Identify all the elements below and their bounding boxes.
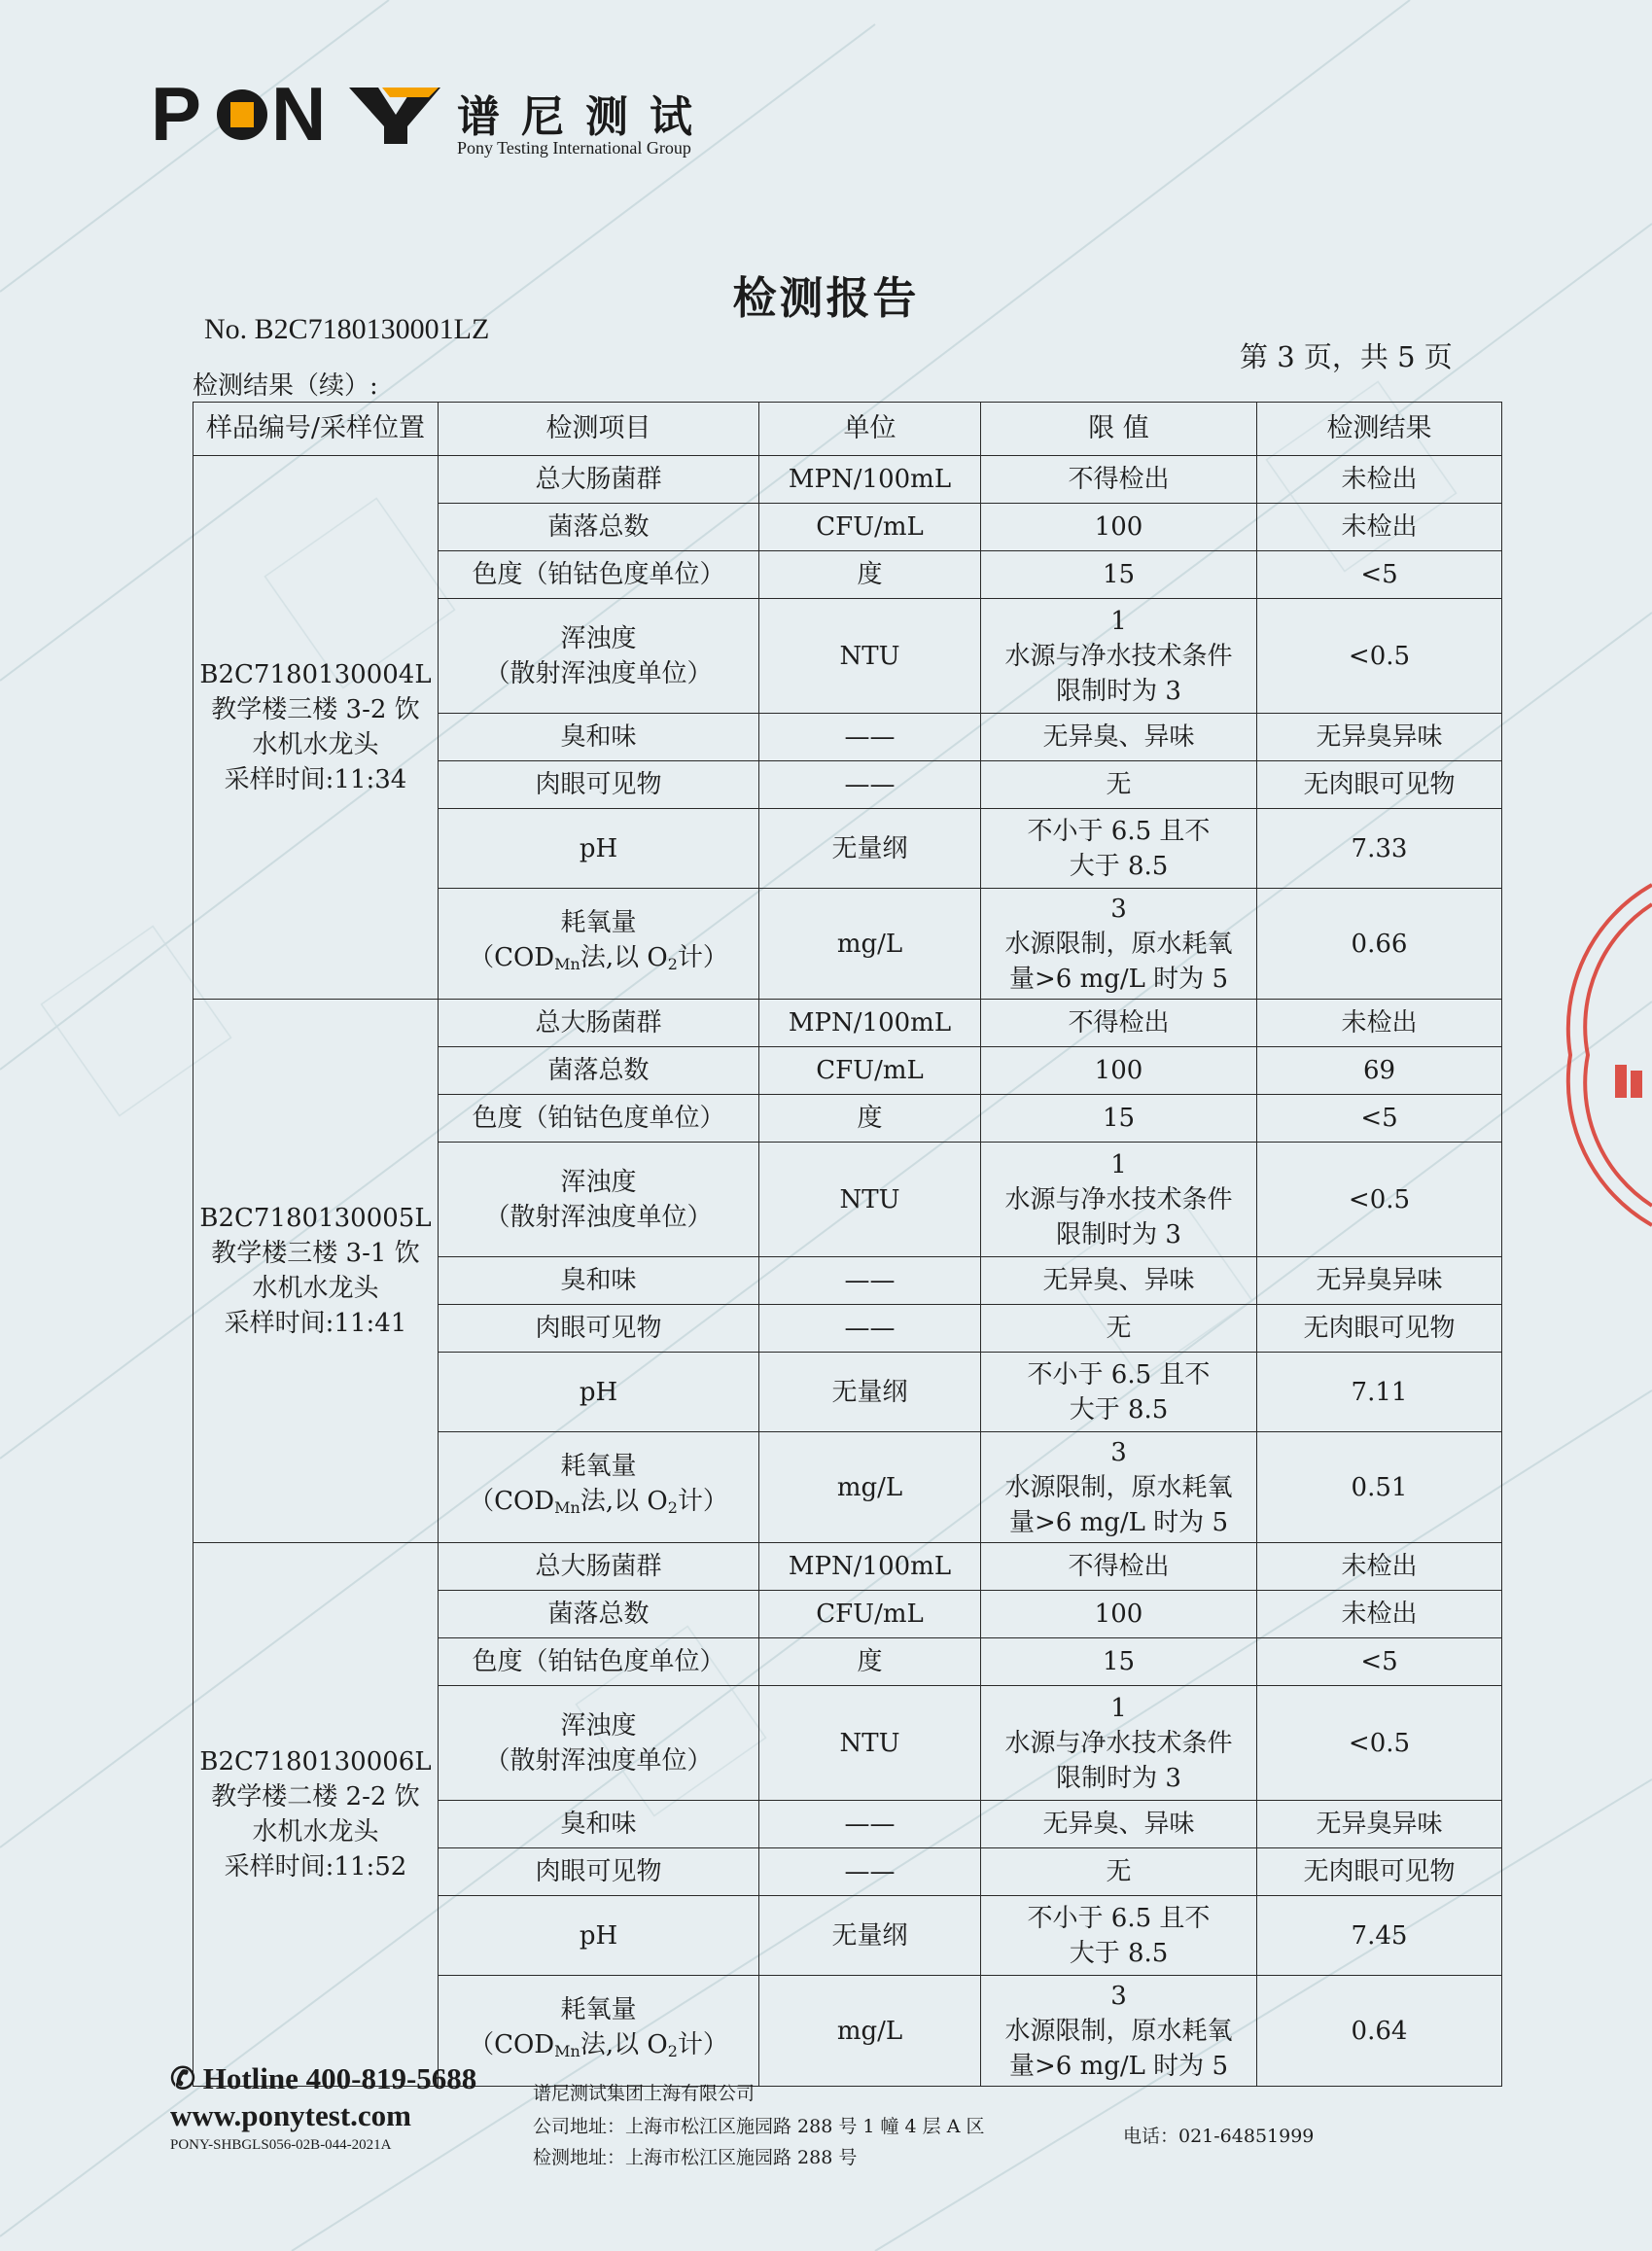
cell-item: 色度（铂钴色度单位） [439,551,759,599]
limit-line: 量>6 mg/L 时为 5 [1009,964,1228,994]
website: www.ponytest.com [170,2098,411,2132]
cell-result: <5 [1257,551,1502,599]
cell-limit [981,1976,1257,2087]
item-text: 计） [677,943,728,972]
cell-unit: 无量纲 [759,1896,981,1976]
header-result: 检测结果 [1257,403,1502,456]
cell-limit [981,599,1257,714]
cell-item: 肉眼可见物 [439,761,759,809]
item-text: （COD [469,943,555,972]
form-code: PONY-SHBGLS056-02B-044-2021A [170,2137,392,2153]
sample-info [193,1543,439,2087]
cell-result: <0.5 [1257,599,1502,714]
results-table [193,402,1502,2087]
cell-result: 7.11 [1257,1353,1502,1432]
cell-result: 无肉眼可见物 [1257,1305,1502,1353]
sample-info [193,1000,439,1543]
cell-item [439,1143,759,1257]
cell-limit [981,889,1257,1000]
cell-item: pH [439,1896,759,1976]
subscript: 2 [667,2042,678,2060]
item-text: 法,以 O [580,943,668,972]
item-line: 耗氧量 [560,908,637,937]
table-row [193,1000,1502,1047]
cell-limit: 无 [981,1848,1257,1896]
item-text: 计） [677,1487,728,1516]
cell-item: 总大肠菌群 [439,456,759,504]
item-text: 法,以 O [580,1487,668,1516]
cell-limit: 无 [981,1305,1257,1353]
document-title: 检测报告 [732,272,920,324]
item-line: （散射浑浊度单位） [484,1745,713,1776]
cell-result: 7.33 [1257,809,1502,889]
sample-info [193,456,439,1000]
cell-limit [981,1432,1257,1543]
item-line: （散射浑浊度单位） [484,1202,713,1232]
cell-result: 未检出 [1257,1000,1502,1047]
limit-line: 限制时为 3 [1056,1219,1181,1249]
limit-line: 水源与净水技术条件 [1004,1728,1233,1758]
sample-time: 采样时间:11:52 [224,1852,407,1882]
item-line: 浑浊度 [560,1710,637,1741]
limit-line: 限制时为 3 [1056,676,1181,706]
sample-id: B2C7180130006L [199,1747,432,1776]
cell-limit: 100 [981,1047,1257,1095]
cell-unit: CFU/mL [759,504,981,551]
cell-unit: mg/L [759,1976,981,2087]
limit-line: 大于 8.5 [1069,1938,1169,1968]
cell-unit: —— [759,1848,981,1896]
page-indicator: 第 3 页，共 5 页 [1240,340,1453,373]
cell-result: <0.5 [1257,1686,1502,1801]
cell-item: pH [439,809,759,889]
cell-result: <5 [1257,1638,1502,1686]
cell-limit [981,809,1257,889]
cell-unit: 度 [759,1638,981,1686]
limit-line: 限制时为 3 [1056,1763,1181,1793]
cell-unit: NTU [759,1686,981,1801]
header-limit: 限 值 [981,403,1257,456]
cell-result: 无肉眼可见物 [1257,761,1502,809]
subscript: Mn [554,1498,580,1517]
limit-line: 3 [1110,1437,1127,1467]
cell-item: 菌落总数 [439,1047,759,1095]
subscript: 2 [667,1498,678,1517]
sample-location-2: 水机水龙头 [252,1274,379,1303]
header-item: 检测项目 [439,403,759,456]
report-number: No. B2C7180130001LZ [204,313,490,345]
cell-unit: CFU/mL [759,1591,981,1638]
header-unit: 单位 [759,403,981,456]
cell-unit: 无量纲 [759,1353,981,1432]
table-row [193,456,1502,504]
cell-result: 未检出 [1257,1543,1502,1591]
item-line: （散射浑浊度单位） [484,658,713,688]
cell-result: 未检出 [1257,504,1502,551]
limit-line: 不小于 6.5 且不 [1027,1359,1211,1389]
subscript: Mn [554,955,580,973]
cell-limit [981,1353,1257,1432]
cell-item: 臭和味 [439,1257,759,1305]
company-name: 谱尼测试集团上海有限公司 [533,2083,756,2104]
item-text: 法,以 O [580,2030,668,2059]
cell-item: 色度（铂钴色度单位） [439,1095,759,1143]
limit-line: 1 [1110,1693,1127,1723]
limit-line: 3 [1110,894,1127,924]
cell-unit: 度 [759,551,981,599]
cell-item: 肉眼可见物 [439,1848,759,1896]
item-line: 耗氧量 [560,1452,637,1481]
company-address: 公司地址：上海市松江区施园路 288 号 1 幢 4 层 A 区 [533,2116,985,2137]
item-text: （COD [469,2030,555,2059]
cell-limit: 不得检出 [981,1000,1257,1047]
limit-line: 水源限制，原水耗氧 [1004,2016,1233,2046]
cell-limit: 15 [981,1638,1257,1686]
cell-result: 未检出 [1257,456,1502,504]
brand-chinese-name: 谱尼测试 [457,92,714,142]
pony-logo [151,76,442,154]
cell-item: 总大肠菌群 [439,1543,759,1591]
cell-unit: —— [759,1305,981,1353]
cell-item: 肉眼可见物 [439,1305,759,1353]
limit-line: 水源限制，原水耗氧 [1004,929,1233,959]
cell-result: 未检出 [1257,1591,1502,1638]
cell-unit: MPN/100mL [759,1000,981,1047]
cell-limit: 无异臭、异味 [981,1801,1257,1848]
cell-unit: —— [759,1257,981,1305]
table-header-row [193,403,1502,456]
cell-result: 无异臭异味 [1257,1801,1502,1848]
item-text: 计） [677,2030,728,2059]
section-label: 检测结果（续）: [193,371,378,401]
limit-line: 1 [1110,1149,1127,1179]
cell-limit: 无 [981,761,1257,809]
header-sample: 样品编号/采样位置 [193,403,439,456]
hotline-text: Hotline 400-819-5688 [202,2061,477,2095]
limit-line: 水源与净水技术条件 [1004,1184,1233,1214]
cell-item [439,889,759,1000]
limit-line: 大于 8.5 [1069,1394,1169,1424]
phone-icon: ✆ [170,2061,195,2095]
item-line: 耗氧量 [560,1995,637,2024]
table-row [193,1543,1502,1591]
cell-unit: MPN/100mL [759,456,981,504]
cell-item: pH [439,1353,759,1432]
svg-text:N: N [271,76,325,154]
cell-unit: 度 [759,1095,981,1143]
sample-location-2: 水机水龙头 [252,730,379,759]
sample-id: B2C7180130005L [199,1204,432,1233]
cell-unit: mg/L [759,1432,981,1543]
limit-line: 3 [1110,1981,1127,2011]
cell-result: <5 [1257,1095,1502,1143]
item-line: 浑浊度 [560,1167,637,1197]
cell-unit: mg/L [759,889,981,1000]
cell-limit [981,1686,1257,1801]
sample-location: 教学楼二楼 2-2 饮 [211,1782,420,1811]
item-line [442,940,755,982]
cell-result: 69 [1257,1047,1502,1095]
cell-result: 0.51 [1257,1432,1502,1543]
cell-unit: —— [759,714,981,761]
cell-unit: —— [759,761,981,809]
item-line: 浑浊度 [560,623,637,653]
svg-text:P: P [151,76,200,154]
item-text: （COD [469,1487,555,1516]
cell-item [439,599,759,714]
cell-limit: 不得检出 [981,1543,1257,1591]
cell-limit [981,1143,1257,1257]
limit-line: 水源限制，原水耗氧 [1004,1472,1233,1502]
cell-limit: 15 [981,551,1257,599]
cell-limit: 不得检出 [981,456,1257,504]
cell-unit: NTU [759,1143,981,1257]
sample-id: B2C7180130004L [199,660,432,689]
subscript: 2 [667,955,678,973]
cell-result: 无肉眼可见物 [1257,1848,1502,1896]
limit-line: 量>6 mg/L 时为 5 [1009,2051,1228,2081]
cell-unit: NTU [759,599,981,714]
cell-unit: 无量纲 [759,809,981,889]
limit-line: 不小于 6.5 且不 [1027,1903,1211,1933]
cell-item [439,1976,759,2087]
cell-item [439,1432,759,1543]
cell-limit: 无异臭、异味 [981,1257,1257,1305]
cell-item: 菌落总数 [439,1591,759,1638]
cell-result: 无异臭异味 [1257,1257,1502,1305]
item-line [442,1484,755,1526]
cell-result: 无异臭异味 [1257,714,1502,761]
limit-line: 大于 8.5 [1069,851,1169,881]
sample-location: 教学楼三楼 3-2 饮 [211,695,420,724]
sample-time: 采样时间:11:34 [224,765,407,794]
test-address: 检测地址：上海市松江区施园路 288 号 [533,2147,858,2168]
cell-item: 臭和味 [439,714,759,761]
limit-line: 1 [1110,606,1127,636]
seal-stamp-fragment [1561,880,1652,1230]
cell-item: 菌落总数 [439,504,759,551]
sample-location: 教学楼三楼 3-1 饮 [211,1239,420,1268]
hotline [170,2061,476,2096]
cell-unit: CFU/mL [759,1047,981,1095]
limit-line: 水源与净水技术条件 [1004,641,1233,671]
cell-unit: MPN/100mL [759,1543,981,1591]
brand-english-name: Pony Testing International Group [457,138,691,158]
cell-item [439,1686,759,1801]
limit-line: 量>6 mg/L 时为 5 [1009,1507,1228,1537]
cell-item: 总大肠菌群 [439,1000,759,1047]
item-line [442,2027,755,2069]
cell-result: <0.5 [1257,1143,1502,1257]
sample-location-2: 水机水龙头 [252,1817,379,1847]
cell-limit: 15 [981,1095,1257,1143]
cell-item: 臭和味 [439,1801,759,1848]
cell-item: 色度（铂钴色度单位） [439,1638,759,1686]
cell-unit: —— [759,1801,981,1848]
cell-limit [981,1896,1257,1976]
cell-limit: 无异臭、异味 [981,714,1257,761]
company-phone: 电话：021-64851999 [1123,2126,1315,2147]
sample-time: 采样时间:11:41 [224,1309,407,1338]
cell-result: 0.64 [1257,1976,1502,2087]
cell-limit: 100 [981,1591,1257,1638]
limit-line: 不小于 6.5 且不 [1027,816,1211,846]
subscript: Mn [554,2042,580,2060]
cell-result: 0.66 [1257,889,1502,1000]
cell-limit: 100 [981,504,1257,551]
cell-result: 7.45 [1257,1896,1502,1976]
